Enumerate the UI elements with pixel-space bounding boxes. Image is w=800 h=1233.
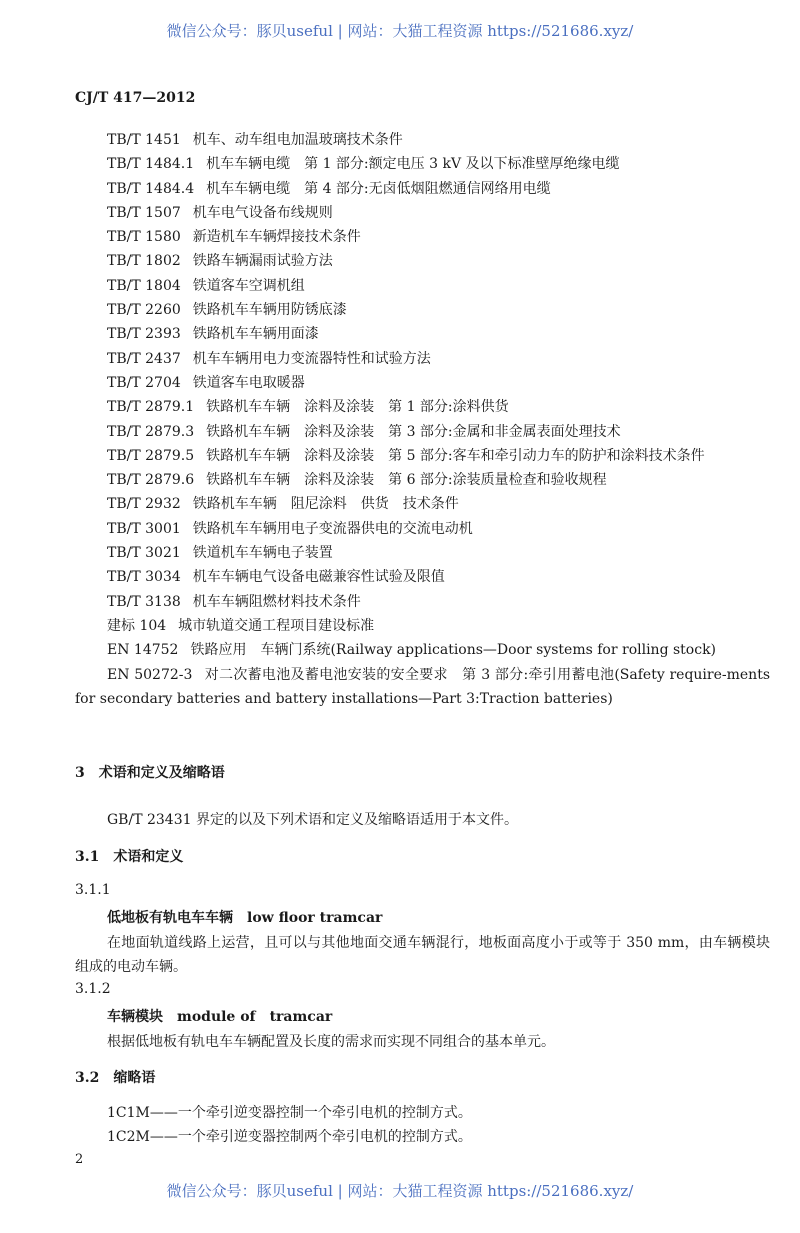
reference-item	[75, 517, 770, 541]
term-number: 3.1.2	[75, 981, 111, 997]
reference-title: 铁路机车车辆 涂料及涂装 第 1 部分:涂料供货	[206, 399, 509, 416]
reference-item	[75, 322, 770, 346]
reference-title: 机车车辆电缆 第 1 部分:额定电压 3 kV 及以下标准壁厚绝缘电缆	[206, 156, 620, 173]
reference-code: TB/T 2932	[107, 496, 181, 513]
reference-code: TB/T 1804	[107, 277, 181, 294]
reference-title: 铁路应用 车辆门系统(Railway applications—Door systems for rolling stock)	[190, 642, 717, 659]
term-definition: 在地面轨道线路上运营，且可以与其他地面交通车辆混行，地板面高度小于或等于 350 mm，由车辆模块组成的电动车辆。	[75, 935, 770, 975]
reference-code: TB/T 1484.4	[107, 180, 195, 197]
reference-item	[75, 274, 770, 298]
reference-item	[75, 395, 770, 419]
reference-code: TB/T 3021	[107, 545, 181, 562]
reference-list	[75, 128, 770, 711]
reference-item	[75, 128, 770, 152]
reference-code: 建标 104	[107, 617, 167, 634]
reference-title: 机车电气设备布线规则	[192, 204, 333, 221]
section-3-heading: 3 术语和定义及缩略语	[75, 765, 225, 781]
reference-item	[75, 420, 770, 444]
reference-code: TB/T 2879.6	[107, 472, 195, 489]
reference-item	[75, 177, 770, 201]
term-title: 车辆模块 module of tramcar	[107, 1009, 333, 1025]
reference-item	[75, 492, 770, 516]
reference-code: TB/T 3138	[107, 593, 181, 610]
section-3-intro: GB/T 23431 界定的以及下列术语和定义及缩略语适用于本文件。	[107, 812, 518, 828]
reference-item	[75, 541, 770, 565]
abbreviation-item: 1C2M——一个牵引逆变器控制两个牵引电机的控制方式。	[107, 1129, 472, 1145]
reference-title: 对二次蓄电池及蓄电池安装的安全要求 第 3 部分:牵引用蓄电池(Safety require-ments for secondary batteries and battery installations—Part 3:Traction batteries)	[75, 666, 771, 707]
abbreviation-item: 1C1M——一个牵引逆变器控制一个牵引电机的控制方式。	[107, 1105, 472, 1121]
term-definition: 根据低地板有轨电车车辆配置及长度的需求而实现不同组合的基本单元。	[107, 1034, 555, 1050]
reference-code: TB/T 2879.5	[107, 447, 195, 464]
reference-code: TB/T 2260	[107, 302, 181, 319]
reference-title: 铁路车辆漏雨试验方法	[192, 253, 333, 270]
reference-item	[75, 249, 770, 273]
page-number: 2	[75, 1152, 84, 1167]
reference-title: 机车、动车组电加温玻璃技术条件	[192, 132, 403, 148]
reference-code: EN 14752	[107, 642, 179, 659]
reference-title: 新造机车车辆焊接技术条件	[192, 229, 361, 246]
reference-title: 铁路机车车辆 涂料及涂装 第 5 部分:客车和牵引动力车的防护和涂料技术条件	[206, 447, 705, 464]
reference-item	[75, 225, 770, 249]
reference-title: 铁道客车电取暖器	[192, 374, 305, 391]
reference-code: TB/T 2704	[107, 374, 181, 391]
reference-item	[75, 347, 770, 371]
reference-item	[75, 152, 770, 176]
reference-title: 铁路机车车辆用面漆	[192, 326, 319, 343]
reference-code: TB/T 2879.1	[107, 399, 195, 416]
reference-item	[75, 663, 770, 712]
reference-title: 铁路机车车辆 涂料及涂装 第 6 部分:涂装质量检查和验收规程	[206, 472, 607, 489]
term-number: 3.1.1	[75, 882, 111, 898]
reference-code: TB/T 1507	[107, 204, 181, 221]
reference-title: 铁路机车车辆 涂料及涂装 第 3 部分:金属和非金属表面处理技术	[206, 423, 621, 440]
reference-item	[75, 468, 770, 492]
watermark-footer: 微信公众号：豚贝useful | 网站：大猫工程资源 https://521686.xyz/	[166, 1182, 634, 1200]
section-3-1-heading: 3.1 术语和定义	[75, 849, 184, 865]
reference-code: TB/T 2393	[107, 326, 181, 343]
reference-title: 铁路机车车辆用防锈底漆	[192, 302, 347, 319]
reference-item	[75, 614, 770, 638]
reference-code: TB/T 1802	[107, 253, 181, 270]
reference-item	[75, 444, 770, 468]
standard-number: CJ/T 417—2012	[75, 90, 196, 106]
reference-item	[75, 201, 770, 225]
reference-item	[75, 565, 770, 589]
reference-code: TB/T 2437	[107, 350, 181, 367]
reference-title: 机车车辆用电力变流器特性和试验方法	[192, 350, 431, 367]
reference-title: 铁道机车车辆电子装置	[192, 545, 333, 562]
reference-code: TB/T 3001	[107, 520, 181, 537]
reference-item	[75, 590, 770, 614]
reference-code: TB/T 1484.1	[107, 156, 195, 173]
reference-title: 铁道客车空调机组	[192, 277, 305, 294]
reference-code: TB/T 2879.3	[107, 423, 195, 440]
reference-title: 铁路机车车辆 阻尼涂料 供货 技术条件	[192, 496, 459, 513]
reference-code: TB/T 1580	[107, 229, 181, 246]
reference-title: 城市轨道交通工程项目建设标准	[178, 617, 375, 634]
reference-item	[75, 298, 770, 322]
reference-title: 机车车辆阻燃材料技术条件	[192, 593, 361, 610]
reference-code: TB/T 1451	[107, 132, 181, 148]
reference-title: 机车车辆电气设备电磁兼容性试验及限值	[192, 569, 445, 586]
reference-item	[75, 371, 770, 395]
reference-code: EN 50272-3	[107, 666, 193, 683]
section-3-2-heading: 3.2 缩略语	[75, 1070, 156, 1086]
reference-item	[75, 638, 770, 662]
term-title: 低地板有轨电车车辆 low floor tramcar	[107, 910, 383, 926]
reference-title: 铁路机车车辆用电子变流器供电的交流电动机	[192, 520, 473, 537]
watermark-header: 微信公众号：豚贝useful | 网站：大猫工程资源 https://521686.xyz/	[166, 22, 634, 40]
reference-code: TB/T 3034	[107, 569, 181, 586]
reference-title: 机车车辆电缆 第 4 部分:无卤低烟阻燃通信网络用电缆	[206, 180, 551, 197]
